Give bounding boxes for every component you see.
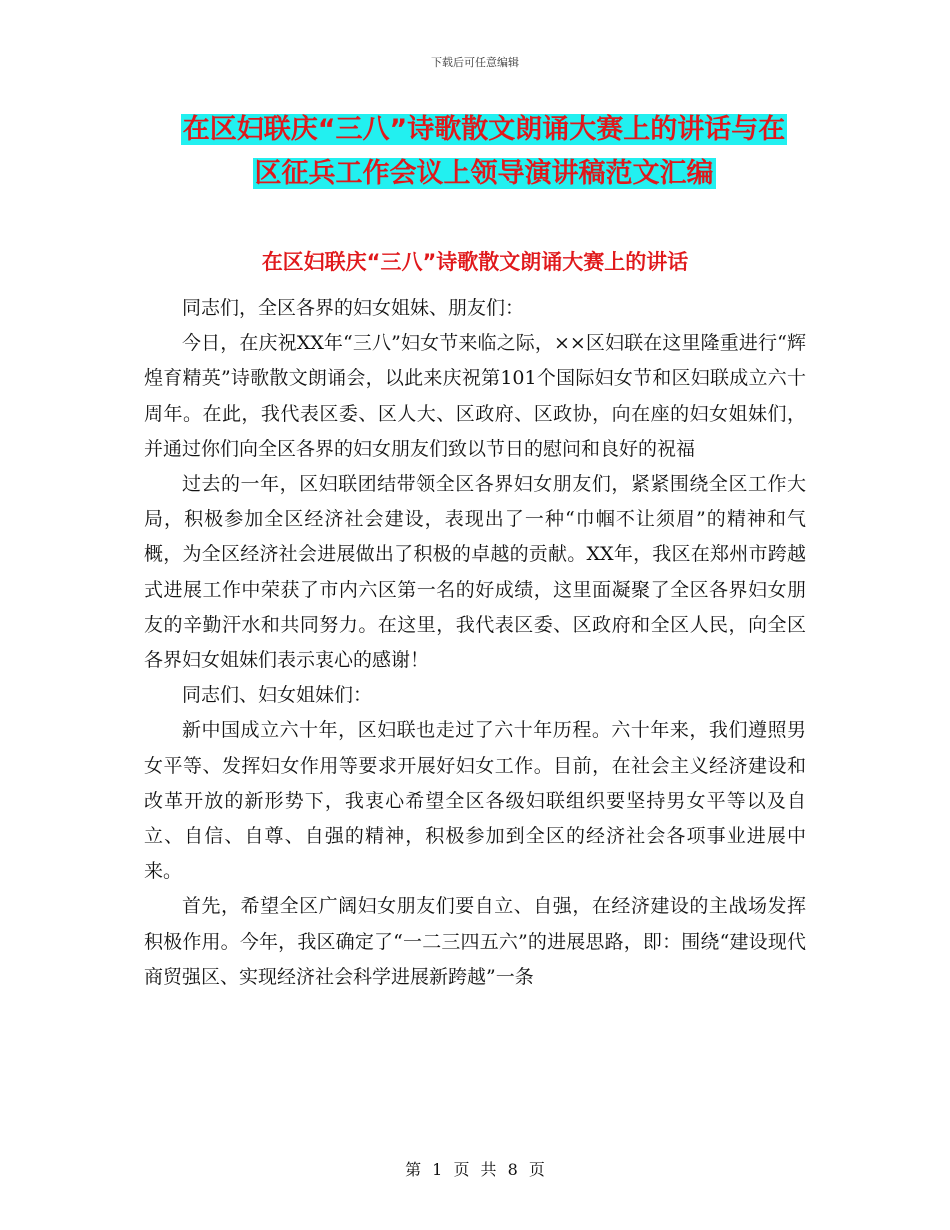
section-title: 在区妇联庆“三八”诗歌散文朗诵大赛上的讲话 — [261, 250, 689, 274]
paragraph: 新中国成立六十年，区妇联也走过了六十年历程。六十年来，我们遵照男女平等、发挥妇女作用等要求开展好妇女工作。目前，在社会主义经济建设和改革开放的新形势下，我衷心希望全区各级妇联组织要坚持男女平等以及自立、自信、自尊、自强的精神，积极参加到全区的经济社会各项事业进展中来。 — [144, 719, 806, 883]
header-note: 下载后可任意编辑 — [431, 56, 519, 69]
document-title — [144, 108, 824, 196]
paragraph: 首先，希望全区广阔妇女朋友们要自立、自强，在经济建设的主战场发挥积极作用。今年，我区确定了“一二三四五六”的进展思路，即：围绕“建设现代商贸强区、实现经济社会科学进展新跨越”一条 — [144, 895, 806, 988]
document-title-line-1: 在区妇联庆“三八”诗歌散文朗诵大赛上的讲话与在 — [182, 114, 786, 145]
paragraph-salutation: 同志们、妇女姐妹们： — [182, 684, 373, 707]
page-footer: 第 1 页 共 8 页 — [405, 1160, 545, 1179]
paragraph: 今日，在庆祝XX年“三八”妇女节来临之际，××区妇联在这里隆重进行“辉煌育精英”诗歌散文朗诵会，以此来庆祝第101个国际妇女节和区妇联成立六十周年。在此，我代表区委、区人大、区政府、区政协，向在座的妇女姐妹们，并通过你们向全区各界的妇女朋友们致以节日的慰问和良好的祝福 — [144, 332, 806, 460]
document-title-line-2: 区征兵工作会议上领导演讲稿范文汇编 — [254, 158, 714, 189]
paragraph-salutation: 同志们，全区各界的妇女姐妹、朋友们： — [182, 297, 525, 319]
paragraph: 过去的一年，区妇联团结带领全区各界妇女朋友们，紧紧围绕全区工作大局，积极参加全区经济社会建设，表现出了一种“巾帼不让须眉”的精神和气概，为全区经济社会进展做出了积极的卓越的贡献。XX年，我区在郑州市跨越式进展工作中荣获了市内六区第一名的好成绩，这里面凝聚了全区各界妇女朋友的辛勤汗水和共同努力。在这里，我代表区委、区政府和全区人民，向全区各界妇女姐妹们表示衷心的感谢！ — [144, 473, 806, 672]
body-text — [144, 291, 806, 995]
